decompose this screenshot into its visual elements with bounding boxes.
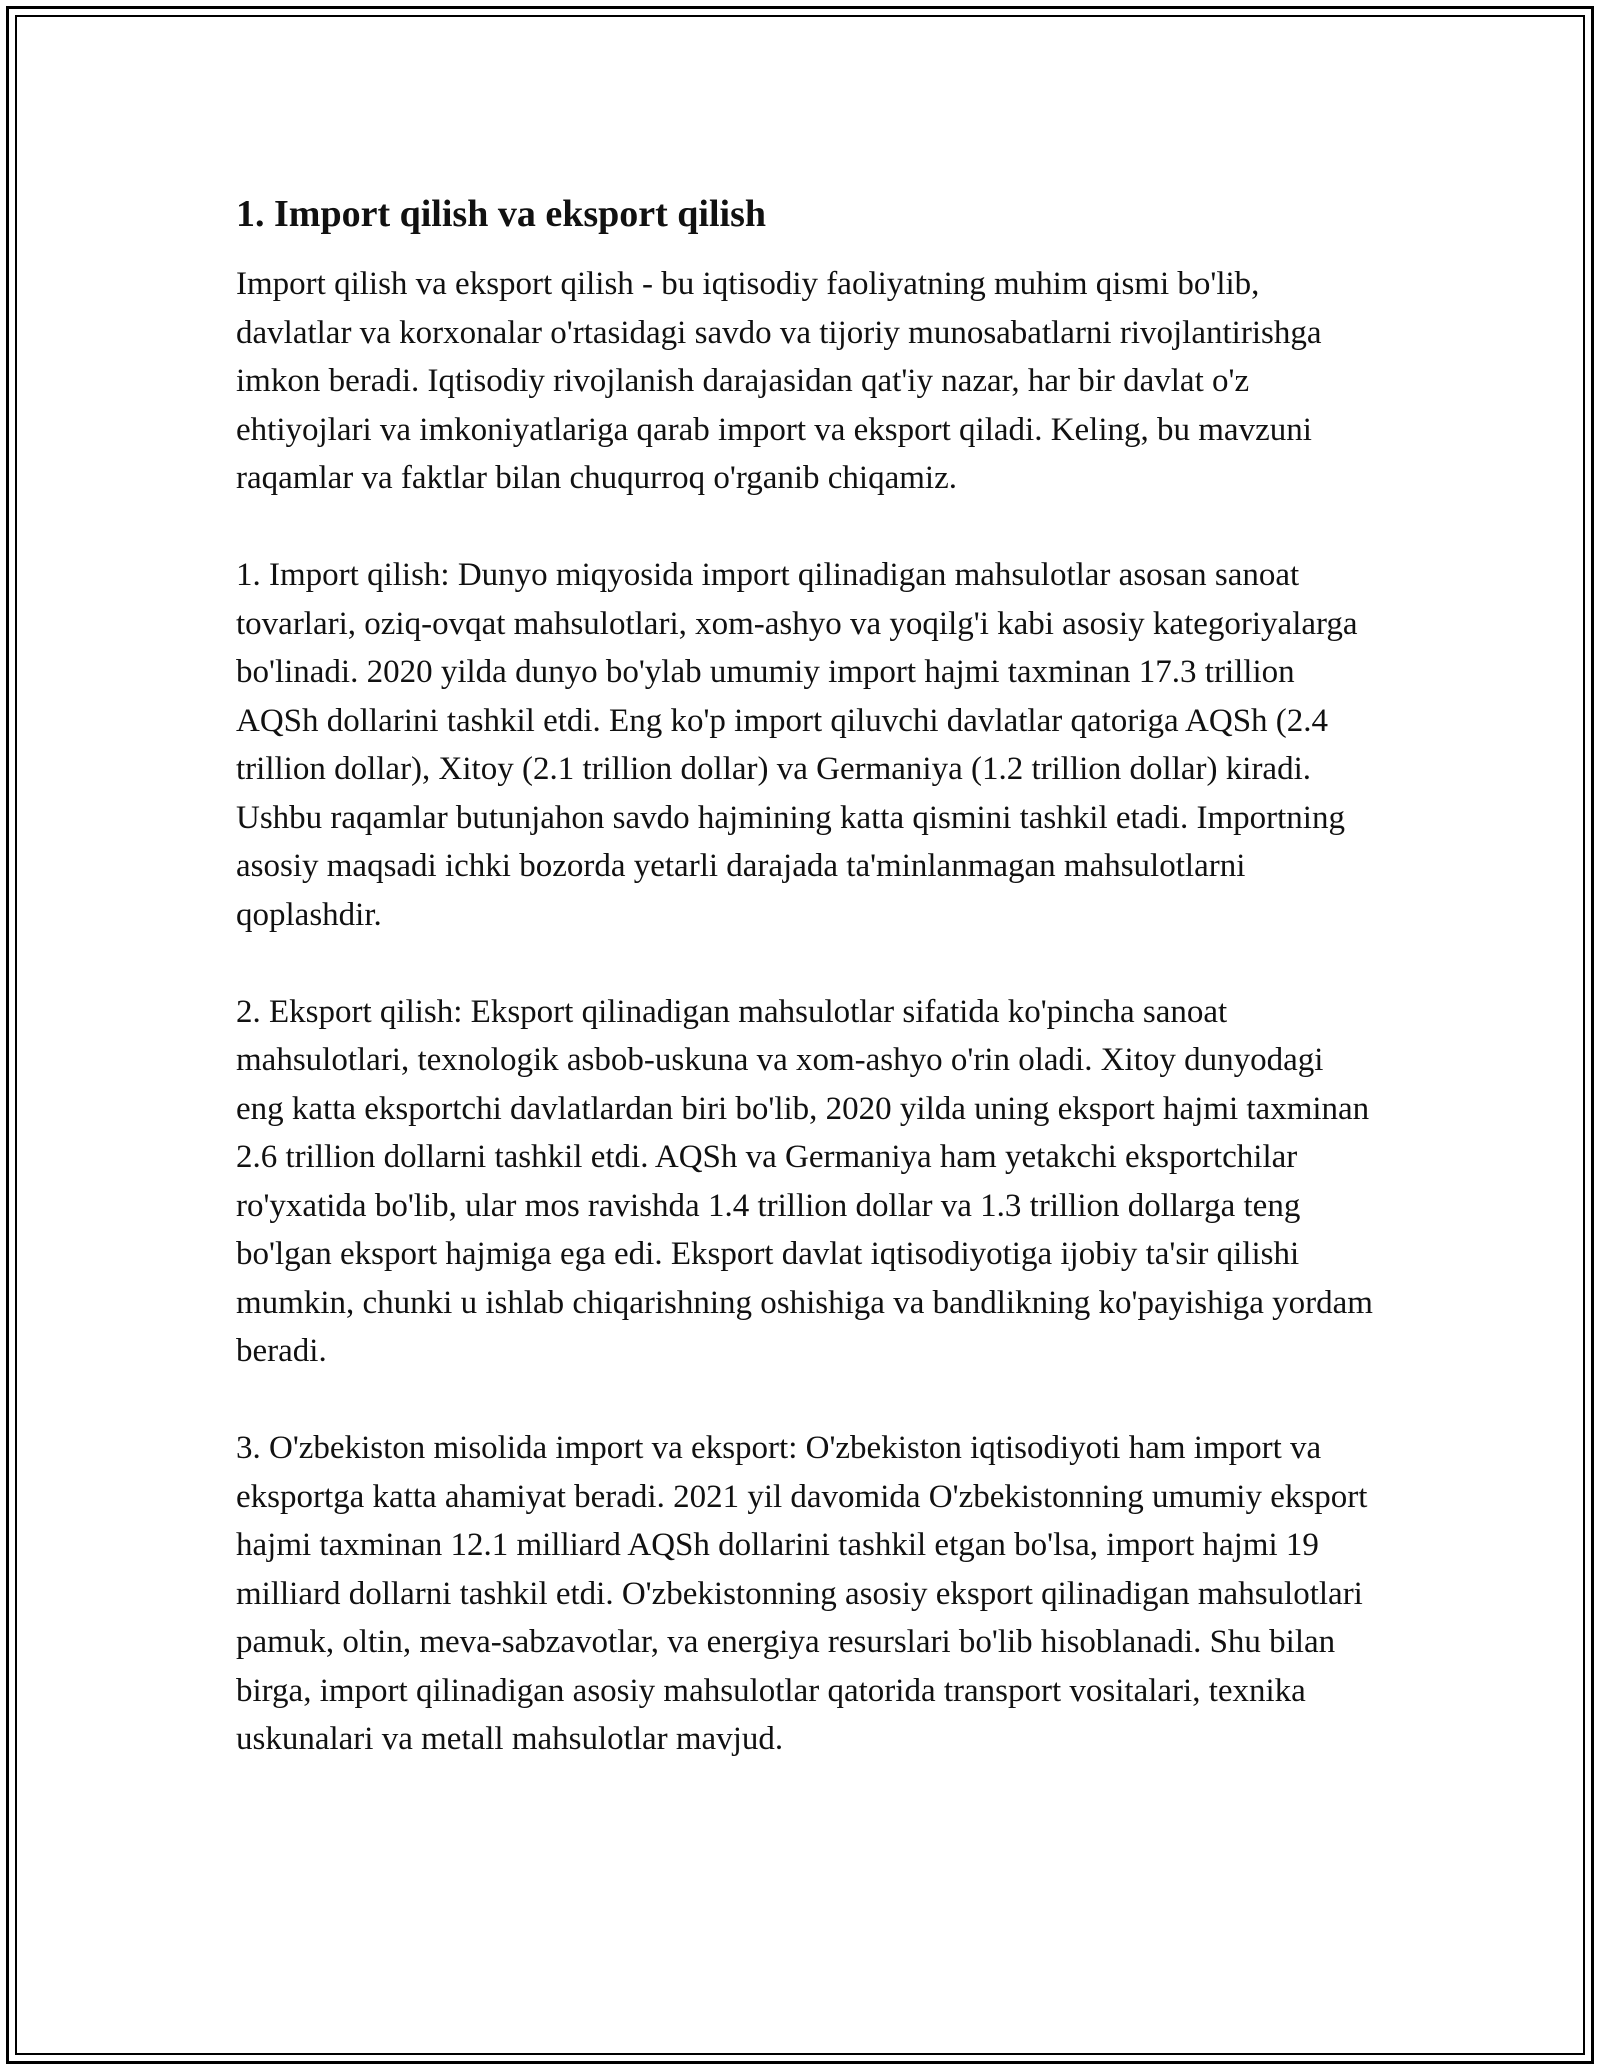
export-paragraph: 2. Eksport qilish: Eksport qilinadigan mahsulotlar sifatida ko'pincha sanoat mahsulotlari, texnologik asbob-uskuna va xom-ashyo o'rin oladi. Xitoy dunyodagi eng katta eksportchi davlatlardan biri bo'lib, 2020 yilda uning eksport hajmi taxminan 2.6 trillion dollarni tashkil etdi. AQSh va Germaniya ham yetakchi eksportchilar ro'yxatida bo'lib, ular mos ravishda 1.4 trillion dollar va 1.3 trillion dollarga teng bo'lgan eksport hajmiga ega edi. Eksport davlat iqtisodiyotiga ijobiy ta'sir qilishi mumkin, chunki u ishlab chiqarishning oshishiga va bandlikning ko'payishiga yordam beradi. xyxy=(236,993,1373,1369)
uzbekistan-paragraph: 3. O'zbekiston misolida import va eksport: O'zbekiston iqtisodiyoti ham import va eksportga katta ahamiyat beradi. 2021 yil davomida O'zbekistonning umumiy eksport hajmi taxminan 12.1 milliard AQSh dollarini tashkil etgan bo'lsa, import hajmi 19 milliard dollarni tashkil etdi. O'zbekistonning asosiy eksport qilinadigan mahsulotlari pamuk, oltin, meva-sabzavotlar, va energiya resurslari bo'lib hisoblanadi. Shu bilan birga, import qilinadigan asosiy mahsulotlar qatorida transport vositalari, texnika uskunalari va metall mahsulotlar mavjud. xyxy=(236,1430,1368,1757)
import-paragraph: 1. Import qilish: Dunyo miqyosida import qilinadigan mahsulotlar asosan sanoat tovarlari, oziq-ovqat mahsulotlari, xom-ashyo va yoqilg'i kabi asosiy kategoriyalarga bo'linadi. 2020 yilda dunyo bo'ylab umumiy import hajmi taxminan 17.3 trillion AQSh dollarini tashkil etdi. Eng ko'p import qiluvchi davlatlar qatoriga AQSh (2.4 trillion dollar), Xitoy (2.1 trillion dollar) va Germaniya (1.2 trillion dollar) kiradi. Ushbu raqamlar butunjahon savdo hajmining katta qismini tashkil etadi. Importning asosiy maqsadi ichki bozorda yetarli darajada ta'minlanmagan mahsulotlarni qoplashdir. xyxy=(236,557,1358,933)
document-title: 1. Import qilish va eksport qilish xyxy=(236,193,766,235)
intro-paragraph: Import qilish va eksport qilish - bu iqtisodiy faoliyatning muhim qismi bo'lib, davlatlar va korxonalar o'rtasidagi savdo va tijoriy munosabatlarni rivojlantirishga imkon beradi. Iqtisodiy rivojlanish darajasidan qat'iy nazar, har bir davlat o'z ehtiyojlari va imkoniyatlariga qarab import va eksport qiladi. Keling, bu mavzuni raqamlar va faktlar bilan chuqurroq o'rganib chiqamiz. xyxy=(236,266,1322,496)
document-body xyxy=(236,186,1378,1812)
